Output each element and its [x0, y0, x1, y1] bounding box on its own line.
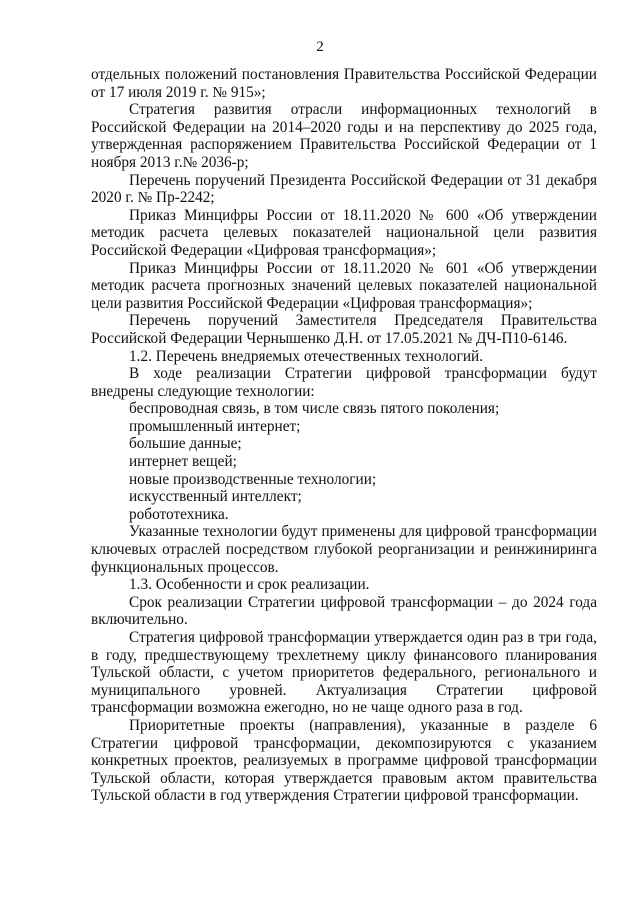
paragraph-term: Срок реализации Стратегии цифровой трансформации – до 2024 года включительно.: [91, 593, 597, 629]
section-heading-1-2: 1.2. Перечень внедряемых отечественных технологий.: [129, 347, 484, 365]
paragraph-continuation: отдельных положений постановления Правительства Российской Федерации от 17 июля 2019 г. № 915»;: [91, 66, 597, 101]
paragraph-it-strategy: Стратегия развития отрасли информационных технологий в Российской Федерации на 2014–2020 годы и на перспективу до 2025 года, утвержденная распоряжением Правительства Российской Федерации от 1 ноября 2013 г.№ 2036-р;: [91, 101, 597, 171]
paragraph-order-600: Приказ Минцифры России от 18.11.2020 № 600 «Об утверждении методик расчета целевых показателей национальной цели развития Российской Федерации «Цифровая трансформация»;: [91, 206, 597, 259]
paragraph-technologies-applied: Указанные технологии будут применены для цифровой трансформации ключевых отраслей посредством глубокой реорганизации и реинжиниринга функциональных процессов.: [91, 523, 597, 576]
section-heading-1-3: 1.3. Особенности и срок реализации.: [129, 576, 370, 594]
list-item: искусственный интеллект;: [129, 488, 302, 506]
paragraph-president-instructions: Перечень поручений Президента Российской Федерации от 31 декабря 2020 г. № Пр-2242;: [91, 171, 597, 207]
list-item: беспроводная связь, в том числе связь пятого поколения;: [129, 400, 500, 418]
paragraph-technologies-intro: В ходе реализации Стратегии цифровой трансформации будут внедрены следующие технологии:: [91, 365, 597, 400]
page-number: 2: [316, 39, 324, 55]
list-item: большие данные;: [129, 435, 242, 453]
paragraph-deputy-instructions: Перечень поручений Заместителя Председателя Правительства Российской Федерации Чернышенко Д.Н. от 17.05.2021 № ДЧ-П10-6146.: [91, 312, 597, 347]
list-item: интернет вещей;: [129, 453, 237, 471]
paragraph-approval-cycle: Стратегия цифровой трансформации утверждается один раз в три года, в году, предшествующему трехлетнему циклу финансового планирования Тульской области, с учетом приоритетов федерального, регионального и муниципального уровней. Актуализация Стратегии цифровой трансформации возможна ежегодно, но не чаще одного раза в год.: [91, 629, 597, 717]
list-item: робототехника.: [129, 505, 229, 523]
paragraph-order-601: Приказ Минцифры России от 18.11.2020 № 601 «Об утверждении методик расчета прогнозных значений целевых показателей национальной цели развития Российской Федерации «Цифровая трансформация»;: [91, 259, 597, 312]
document-body: [91, 66, 597, 805]
list-item: новые производственные технологии;: [129, 470, 377, 488]
paragraph-priority-projects: Приоритетные проекты (направления), указанные в разделе 6 Стратегии цифровой трансформации, декомпозируются с указанием конкретных проектов, реализуемых в программе цифровой трансформации Тульской области, которая утверждается правовым актом правительства Тульской области в год утверждения Стратегии цифровой трансформации.: [91, 716, 597, 805]
list-item: промышленный интернет;: [129, 417, 301, 435]
